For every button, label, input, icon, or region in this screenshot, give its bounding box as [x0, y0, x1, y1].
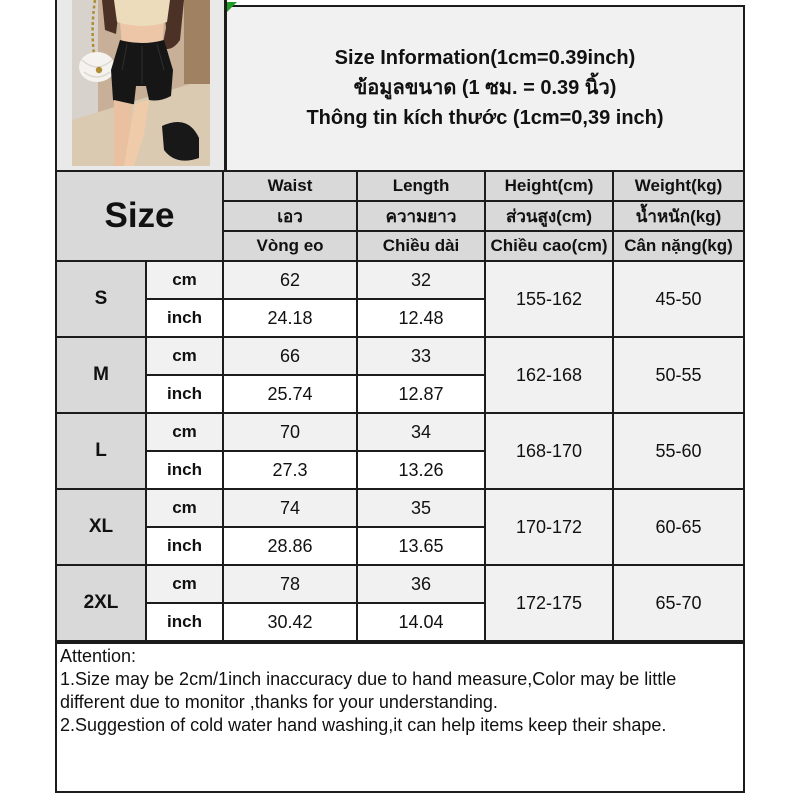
green-corner-marker	[227, 2, 237, 12]
weight-range: 60-65	[614, 490, 745, 566]
waist-inch-value: 28.86	[224, 528, 358, 566]
waist-cm-value: 66	[224, 338, 358, 376]
size-label: 2XL	[57, 566, 147, 642]
length-inch-value: 13.26	[358, 452, 486, 490]
title-en: Size Information(1cm=0.39inch)	[334, 47, 636, 69]
unit-label-inch: inch	[147, 376, 224, 414]
length-cm-value: 36	[358, 566, 486, 604]
weight-range: 45-50	[614, 262, 745, 338]
height-range: 168-170	[486, 414, 614, 490]
weight-range: 55-60	[614, 414, 745, 490]
attention-box	[55, 642, 745, 793]
product-photo-cell	[55, 0, 227, 170]
size-table	[55, 170, 745, 642]
length-inch-value: 14.04	[358, 604, 486, 642]
unit-label-inch: inch	[147, 300, 224, 338]
height-range: 155-162	[486, 262, 614, 338]
length-cm-value: 32	[358, 262, 486, 300]
table-row	[57, 566, 745, 604]
height-range: 172-175	[486, 566, 614, 642]
unit-label-inch: inch	[147, 452, 224, 490]
col-length-th: ความยาว	[358, 202, 486, 232]
size-label: S	[57, 262, 147, 338]
unit-label-inch: inch	[147, 604, 224, 642]
col-length-en: Length	[358, 172, 486, 202]
header-row-en	[57, 172, 745, 202]
attention-note-1: 1.Size may be 2cm/1inch inaccuracy due to hand measure,Color may be little different due to monitor ,thanks for your understanding.	[60, 669, 677, 712]
waist-inch-value: 27.3	[224, 452, 358, 490]
waist-cm-value: 62	[224, 262, 358, 300]
product-photo	[72, 0, 210, 166]
length-cm-value: 34	[358, 414, 486, 452]
waist-inch-value: 24.18	[224, 300, 358, 338]
waist-cm-value: 74	[224, 490, 358, 528]
size-label: M	[57, 338, 147, 414]
size-label: XL	[57, 490, 147, 566]
waist-inch-value: 25.74	[224, 376, 358, 414]
weight-range: 65-70	[614, 566, 745, 642]
col-waist-en: Waist	[224, 172, 358, 202]
table-row	[57, 262, 745, 300]
col-length-vi: Chiều dài	[358, 232, 486, 262]
size-header-cell: Size	[57, 172, 224, 262]
col-height-vi: Chiều cao(cm)	[486, 232, 614, 262]
waist-cm-value: 70	[224, 414, 358, 452]
height-range: 170-172	[486, 490, 614, 566]
length-cm-value: 35	[358, 490, 486, 528]
table-row	[57, 490, 745, 528]
col-height-th: ส่วนสูง(cm)	[486, 202, 614, 232]
title-th: ข้อมูลขนาด (1 ซม. = 0.39 นิ้ว)	[353, 77, 617, 99]
col-height-en: Height(cm)	[486, 172, 614, 202]
col-weight-vi: Cân nặng(kg)	[614, 232, 745, 262]
title-box	[227, 5, 745, 170]
weight-range: 50-55	[614, 338, 745, 414]
unit-label-cm: cm	[147, 338, 224, 376]
col-waist-vi: Vòng eo	[224, 232, 358, 262]
unit-label-cm: cm	[147, 490, 224, 528]
col-weight-th: น้ำหนัก(kg)	[614, 202, 745, 232]
size-label: L	[57, 414, 147, 490]
title-vi: Thông tin kích thước (1cm=0,39 inch)	[306, 107, 664, 129]
length-cm-value: 33	[358, 338, 486, 376]
unit-label-inch: inch	[147, 528, 224, 566]
length-inch-value: 12.48	[358, 300, 486, 338]
col-waist-th: เอว	[224, 202, 358, 232]
waist-cm-value: 78	[224, 566, 358, 604]
attention-note-2: 2.Suggestion of cold water hand washing,it can help items keep their shape.	[60, 715, 667, 735]
unit-label-cm: cm	[147, 414, 224, 452]
table-row	[57, 338, 745, 376]
length-inch-value: 13.65	[358, 528, 486, 566]
unit-label-cm: cm	[147, 566, 224, 604]
crop-top	[114, 0, 170, 26]
attention-heading: Attention:	[60, 646, 137, 666]
table-row	[57, 414, 745, 452]
height-range: 162-168	[486, 338, 614, 414]
col-weight-en: Weight(kg)	[614, 172, 745, 202]
unit-label-cm: cm	[147, 262, 224, 300]
length-inch-value: 12.87	[358, 376, 486, 414]
waist-inch-value: 30.42	[224, 604, 358, 642]
